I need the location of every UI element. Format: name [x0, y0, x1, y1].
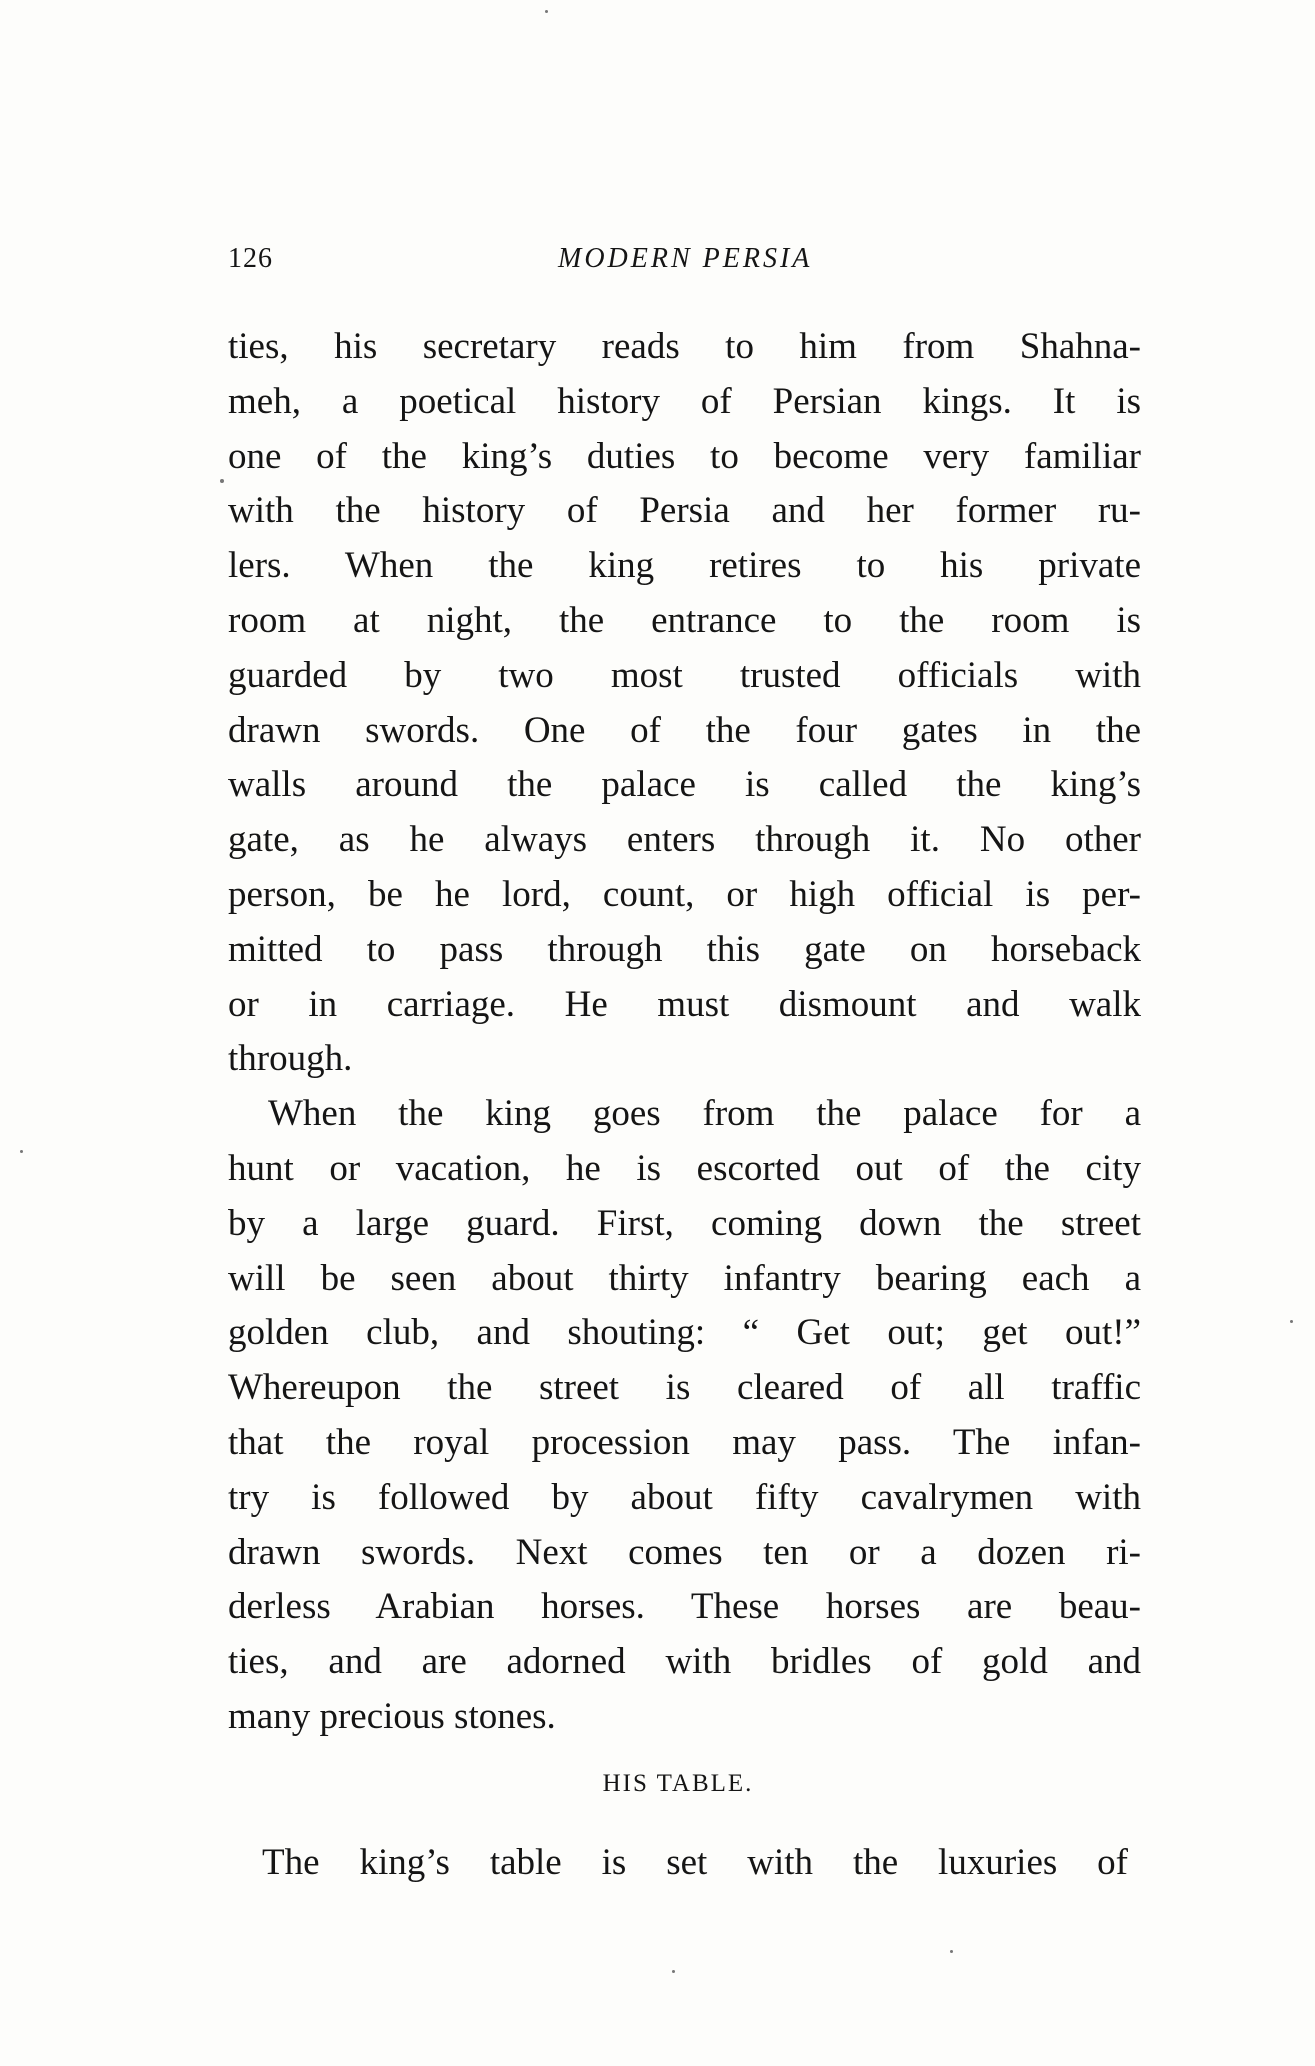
text-line: through. — [228, 1038, 353, 1080]
text-line: ties, and are adorned with bridles of gold and — [228, 1641, 1141, 1683]
text-line: When the king goes from the palace for a — [268, 1093, 1141, 1135]
section-heading: HIS TABLE. — [602, 1770, 754, 1797]
text-line: mitted to pass through this gate on horseback — [228, 928, 1141, 970]
text-line: hunt or vacation, he is escorted out of the city — [228, 1147, 1141, 1189]
text-line: will be seen about thirty infantry bearing each a — [228, 1257, 1141, 1299]
text-line: lers. When the king retires to his private — [228, 545, 1141, 587]
page-number: 126 — [228, 243, 273, 274]
scan-speck — [545, 10, 548, 13]
text-line: Whereupon the street is cleared of all traffic — [228, 1367, 1141, 1409]
running-title: MODERN PERSIA — [558, 243, 813, 274]
scan-speck — [1290, 1320, 1293, 1323]
text-line: meh, a poetical history of Persian kings. It is — [228, 380, 1141, 422]
text-line: derless Arabian horses. These horses are beau- — [228, 1586, 1141, 1628]
text-line: drawn swords. Next comes ten or a dozen ri- — [228, 1531, 1141, 1573]
page-header — [228, 243, 1128, 283]
text-line: with the history of Persia and her former ru- — [228, 490, 1141, 532]
text-line: room at night, the entrance to the room is — [228, 599, 1141, 641]
text-line: person, be he lord, count, or high official is per- — [228, 873, 1141, 915]
text-line: or in carriage. He must dismount and walk — [228, 983, 1141, 1025]
text-line: one of the king’s duties to become very familiar — [228, 435, 1141, 477]
scan-speck — [20, 1150, 23, 1153]
text-line: The king’s table is set with the luxuries of — [262, 1842, 1128, 1883]
body-text — [228, 320, 1141, 1745]
text-line: by a large guard. First, coming down the street — [228, 1202, 1141, 1244]
scan-speck — [672, 1970, 675, 1973]
text-line: drawn swords. One of the four gates in the — [228, 709, 1141, 751]
scan-speck — [950, 1950, 953, 1953]
text-line: walls around the palace is called the king’s — [228, 764, 1141, 806]
text-line: many precious stones. — [228, 1695, 556, 1737]
text-line: try is followed by about fifty cavalrymen with — [228, 1476, 1141, 1518]
text-line: ties, his secretary reads to him from Shahna- — [228, 326, 1141, 367]
text-line: golden club, and shouting: “ Get out; get out!” — [228, 1312, 1141, 1354]
scan-speck — [220, 479, 224, 483]
text-line: gate, as he always enters through it. No other — [228, 819, 1141, 861]
text-line: that the royal procession may pass. The infan- — [228, 1421, 1141, 1463]
text-line: guarded by two most trusted officials with — [228, 654, 1141, 696]
